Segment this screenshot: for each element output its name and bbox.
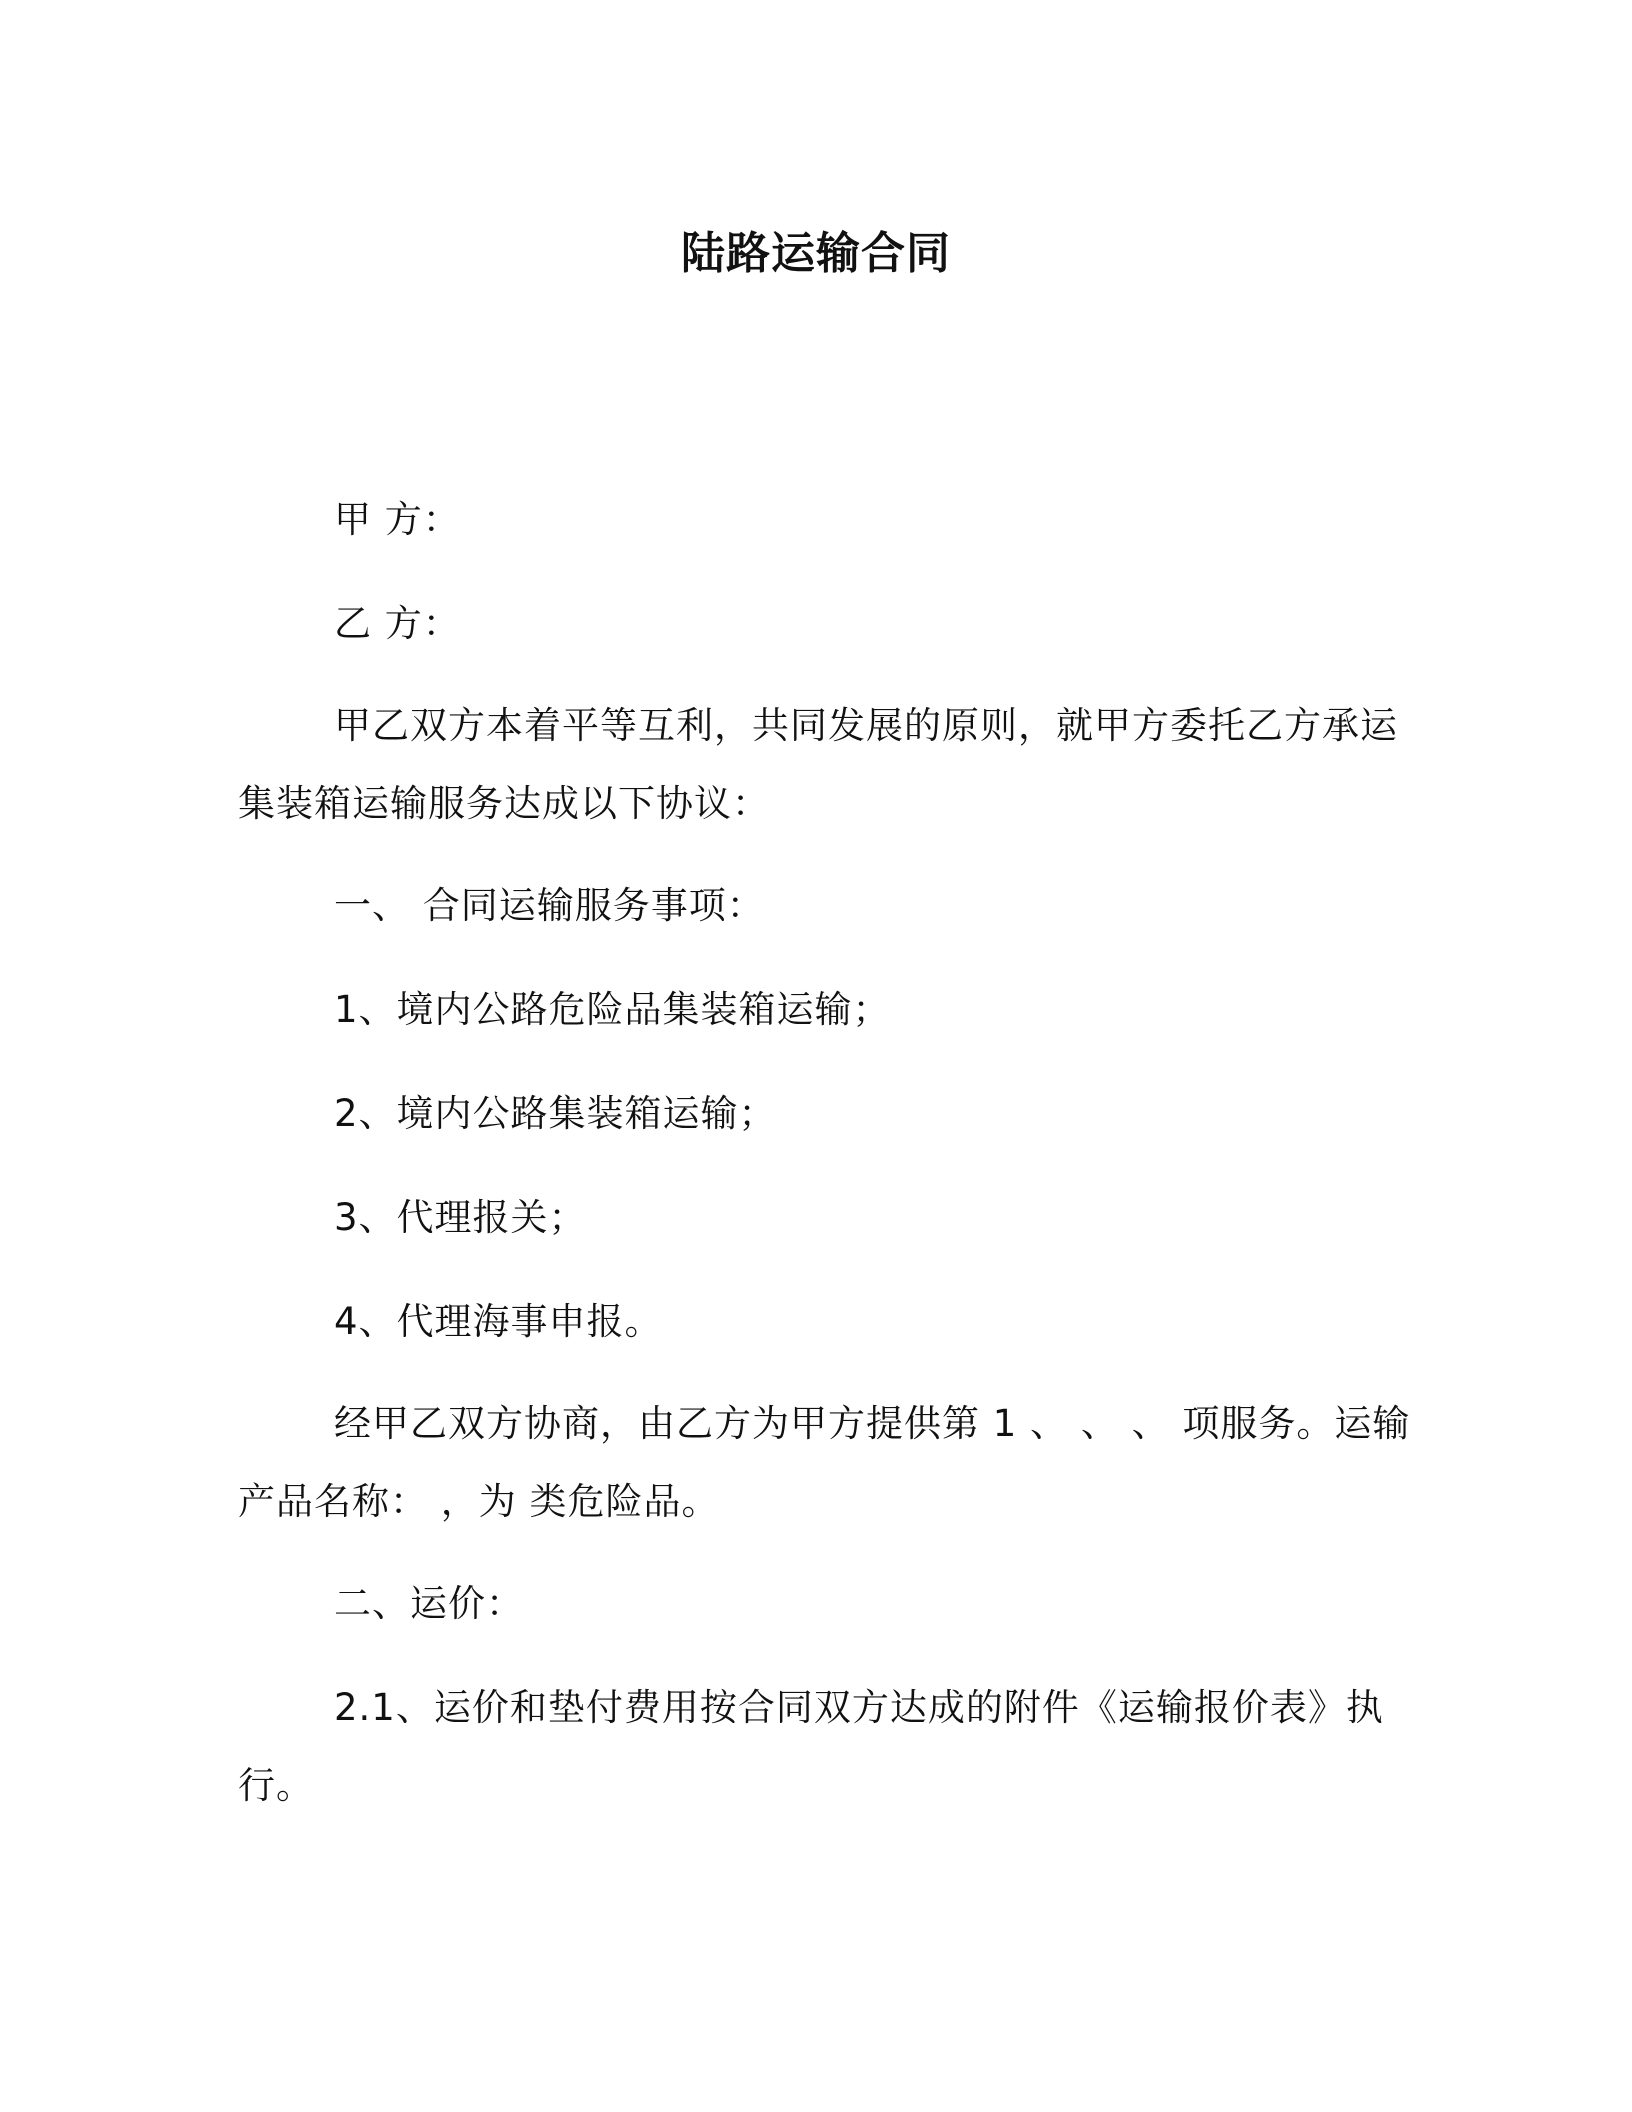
- agreement-paragraph-line-1: 经甲乙双方协商，由乙方为甲方提供第 1 、 、 、 项服务。运输: [334, 1402, 1411, 1445]
- party-b-label: 乙 方：: [334, 602, 461, 645]
- clause-2-1-line-2: 行。: [238, 1764, 314, 1807]
- service-item-3: 3、代理报关；: [334, 1196, 587, 1239]
- party-a-label: 甲 方：: [334, 498, 461, 541]
- clause-2-1-line-1: 2.1、运价和垫付费用按合同双方达成的附件《运输报价表》执: [334, 1686, 1384, 1729]
- section-1-heading: 一、 合同运输服务事项：: [334, 884, 765, 927]
- document-title: 陆路运输合同: [681, 228, 951, 279]
- intro-paragraph-line-2: 集装箱运输服务达成以下协议：: [238, 782, 770, 825]
- service-item-1: 1、境内公路危险品集装箱运输；: [334, 988, 891, 1031]
- section-2-heading: 二、运价：: [334, 1582, 524, 1625]
- intro-paragraph-line-1: 甲乙双方本着平等互利，共同发展的原则，就甲方委托乙方承运: [334, 704, 1398, 747]
- service-item-2: 2、境内公路集装箱运输；: [334, 1092, 777, 1135]
- agreement-paragraph-line-2: 产品名称： ，为 类危险品。: [238, 1480, 720, 1523]
- service-item-4: 4、代理海事申报。: [334, 1300, 663, 1343]
